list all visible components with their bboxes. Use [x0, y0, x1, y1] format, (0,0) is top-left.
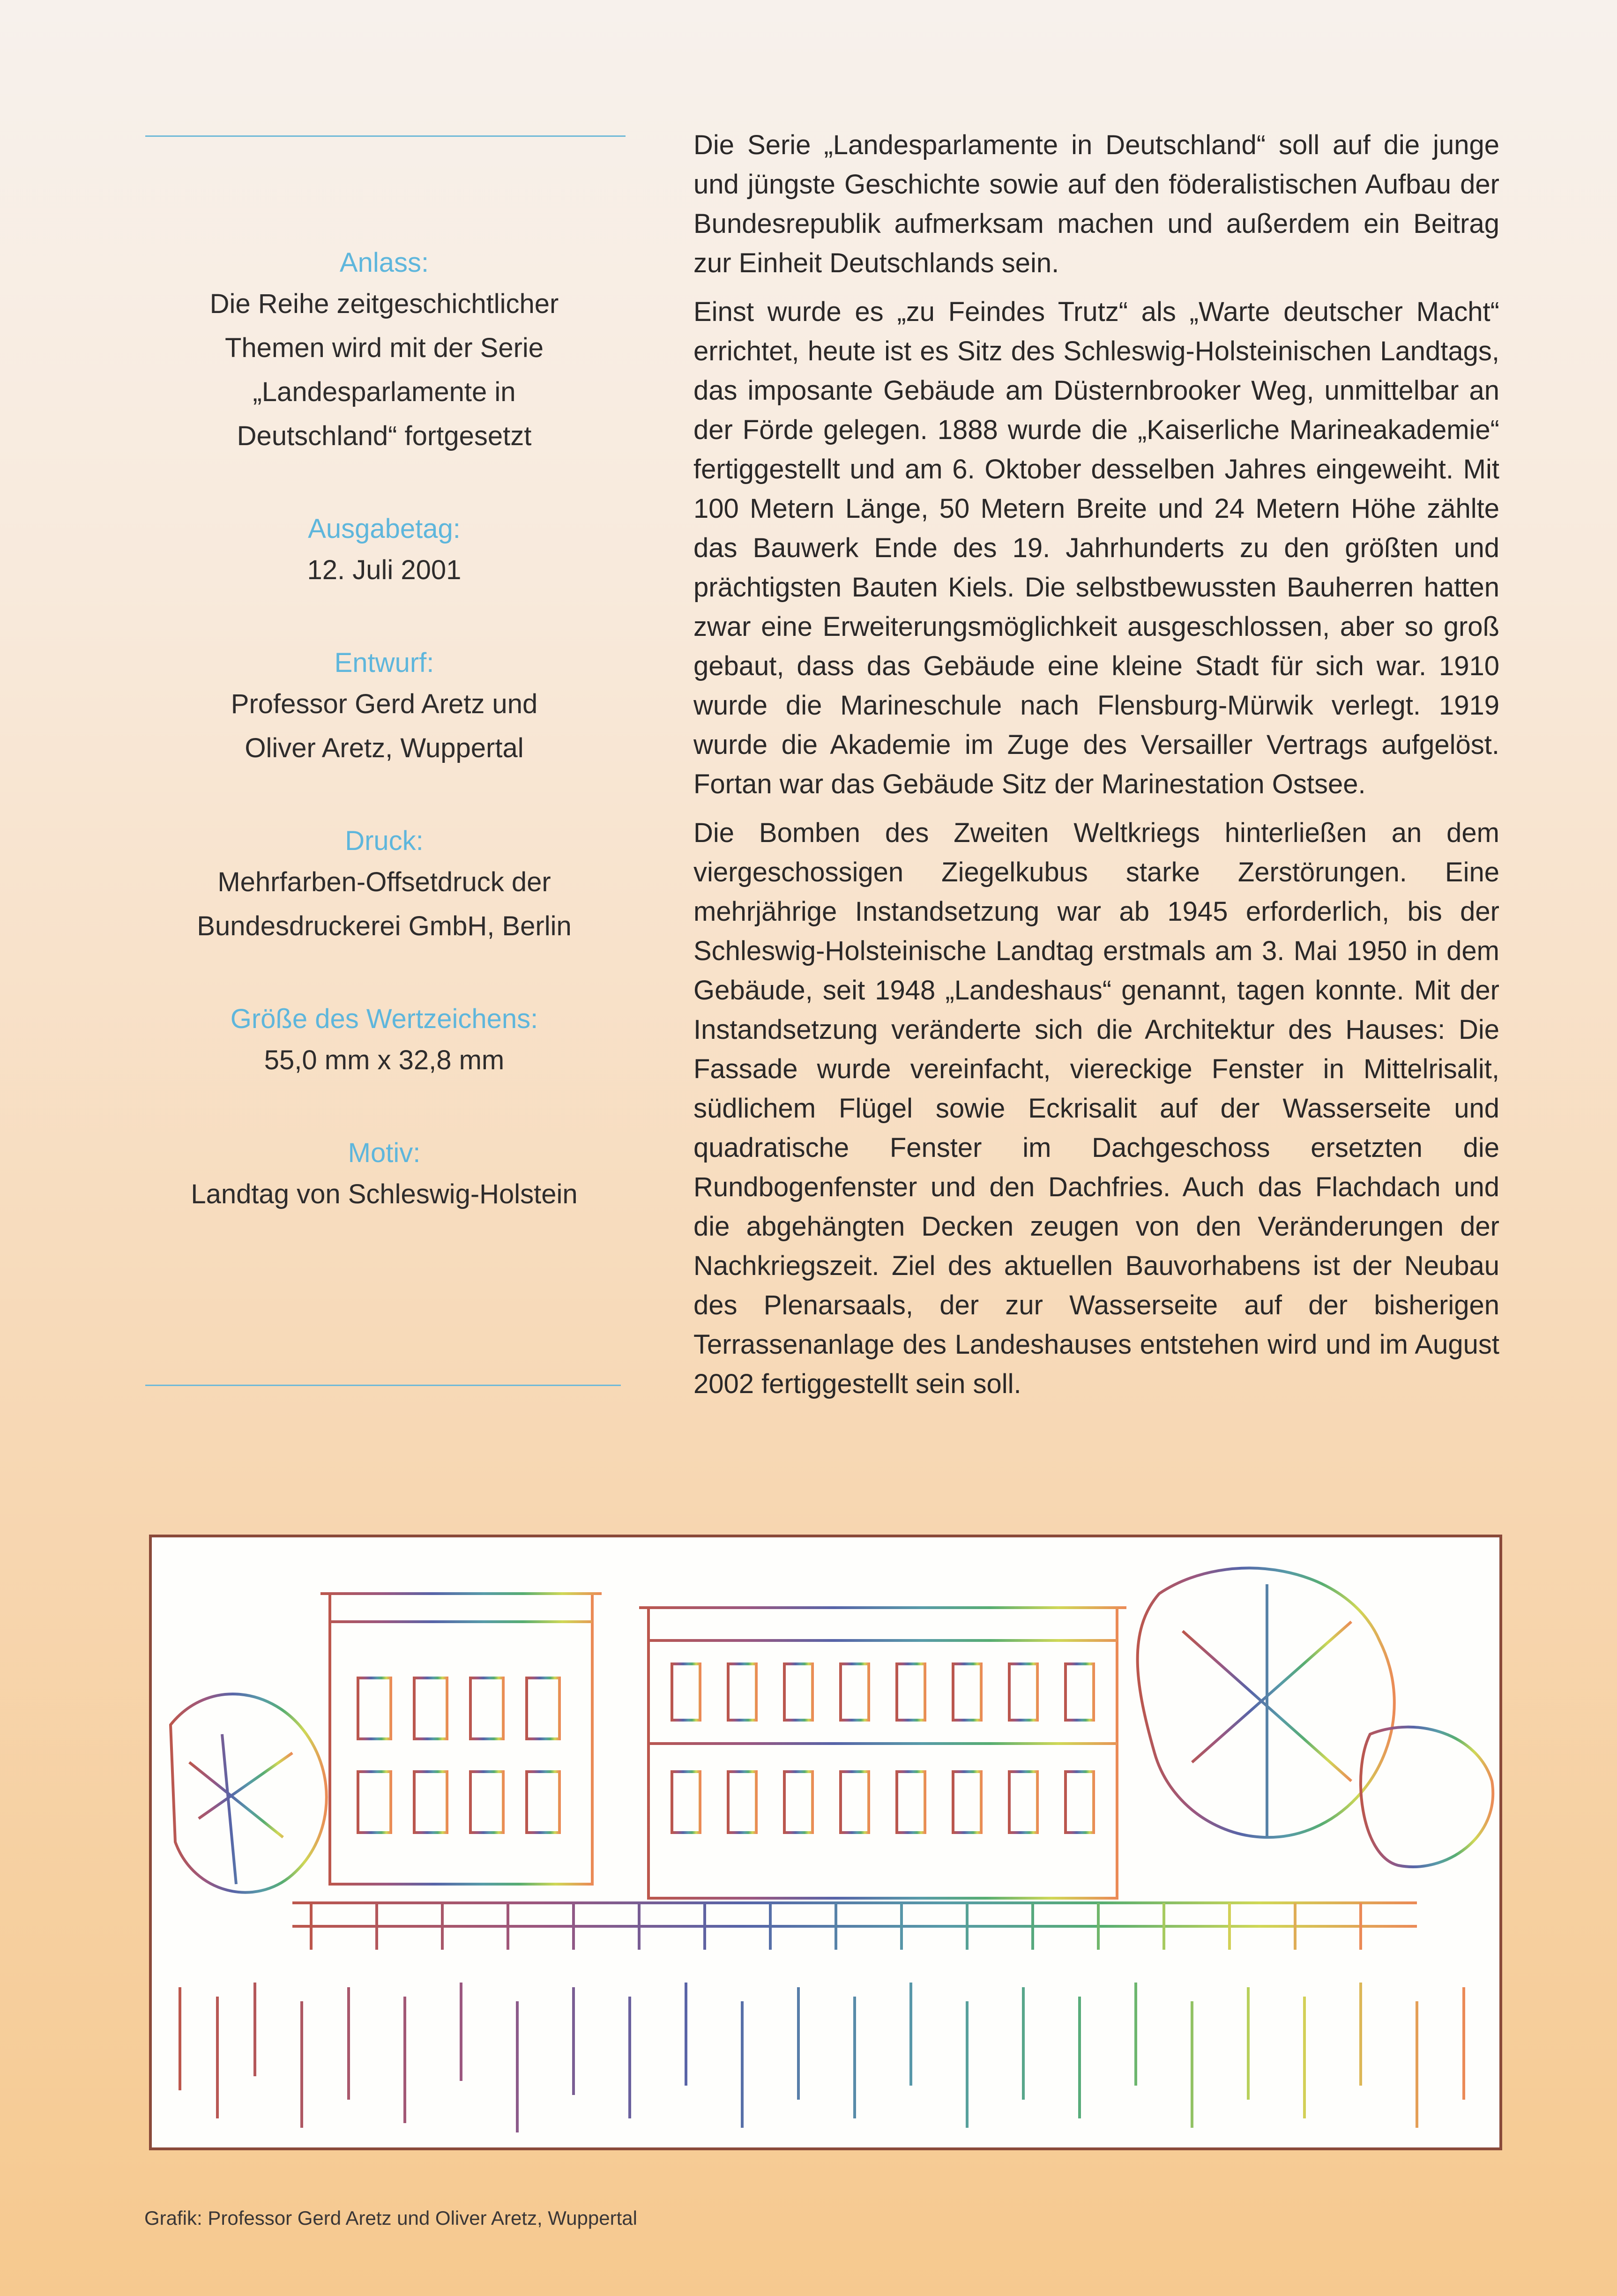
article-column: [693, 126, 1499, 1413]
druck-block: [141, 822, 628, 948]
top-divider: [145, 135, 626, 137]
motiv-label: Motiv:: [348, 1138, 421, 1168]
groesse-block: [141, 1000, 628, 1082]
info-column: [141, 244, 628, 1268]
druck-line: Bundesdruckerei GmbH, Berlin: [197, 911, 572, 941]
anlass-line: Die Reihe zeitgeschichtlicher: [209, 289, 559, 319]
graphic-caption: Grafik: Professor Gerd Aretz und Oliver Aretz, Wuppertal: [144, 2207, 637, 2229]
entwurf-line: Professor Gerd Aretz und: [231, 689, 538, 719]
article-paragraph: Einst wurde es „zu Feindes Trutz“ als „Warte deutscher Macht“ errichtet, heute ist es Sitz des Schleswig-Holsteinischen Landtags, das imposante Gebäude am Düsternbrooker Weg, unmittelbar an der Förde gelegen. 1888 wurde die „Kaiserliche Marineakademie“ fertiggestellt und am 6. Oktober desselben Jahres eingeweiht. Mit 100 Metern Länge, 50 Metern Breite und 24 Metern Höhe zählte das Bauwerk Ende des 19. Jahrhunderts zu den größten und prächtigsten Bauten Kiels. Die selbstbewussten Bauherren hatten zwar eine Erweiterungsmöglichkeit ausgeschlossen, aber so groß gebaut, dass das Gebäude eine kleine Stadt für sich war. 1910 wurde die Marineschule nach Flensburg-Mürwik verlegt. 1919 wurde die Akademie im Zuge des Versailler Vertrags aufgelöst. Fortan war das Gebäude Sitz der Marinestation Ostsee.: [693, 297, 1499, 799]
druck-line: Mehrfarben-Offsetdruck der: [217, 867, 551, 897]
groesse-value: 55,0 mm x 32,8 mm: [264, 1045, 505, 1075]
motiv-block: [141, 1134, 628, 1216]
anlass-line: Deutschland“ fortgesetzt: [237, 421, 532, 451]
anlass-block: [141, 244, 628, 458]
entwurf-line: Oliver Aretz, Wuppertal: [245, 733, 524, 763]
entwurf-block: [141, 644, 628, 770]
ausgabetag-block: [141, 510, 628, 592]
anlass-label: Anlass:: [339, 247, 429, 278]
ausgabetag-value: 12. Juli 2001: [307, 555, 462, 585]
entwurf-label: Entwurf:: [334, 648, 434, 678]
groesse-label: Größe des Wertzeichens:: [230, 1004, 538, 1034]
anlass-line: Themen wird mit der Serie: [224, 333, 544, 363]
article-paragraph: Die Bomben des Zweiten Weltkriegs hinterließen an dem viergeschossigen Ziegelkubus starke Zerstörungen. Eine mehrjährige Instandsetzung war ab 1945 erforderlich, bis der Schleswig-Holsteinische Landtag erstmals am 3. Mai 1950 in dem Gebäude, seit 1948 „Landeshaus“ genannt, tagen konnte. Mit der Instandsetzung veränderte sich die Architektur des Hauses: Die Fassade wurde vereinfacht, viereckige Fenster in Mittelrisalit, südlichem Flügel sowie Eckrisalit auf der Wasserseite und quadratische Fenster im Dachgeschoss ersetzten die Rundbogenfenster und den Dachfries. Auch das Flachdach und die abgehängten Decken zeugen von den Veränderungen der Nachkriegszeit. Ziel des aktuellen Bauvorhabens ist der Neubau des Plenarsaals, der zur Wasserseite auf der bisherigen Terrassenanlage des Landeshauses entstehen wird und im August 2002 fertiggestellt sein soll.: [693, 818, 1499, 1399]
druck-label: Druck:: [345, 826, 424, 856]
article-paragraph: Die Serie „Landesparlamente in Deutschland“ soll auf die junge und jüngste Geschichte sowie auf den föderalistischen Aufbau der Bundesrepublik aufmerksam machen und außerdem ein Beitrag zur Einheit Deutschlands sein.: [693, 130, 1499, 278]
bottom-divider: [145, 1385, 621, 1386]
sketch-drawing: [152, 1537, 1499, 2147]
landtag-sketch-image: [149, 1535, 1502, 2150]
anlass-line: „Landesparlamente in: [253, 377, 516, 407]
motiv-value: Landtag von Schleswig-Holstein: [191, 1179, 578, 1209]
ausgabetag-label: Ausgabetag:: [308, 514, 461, 544]
